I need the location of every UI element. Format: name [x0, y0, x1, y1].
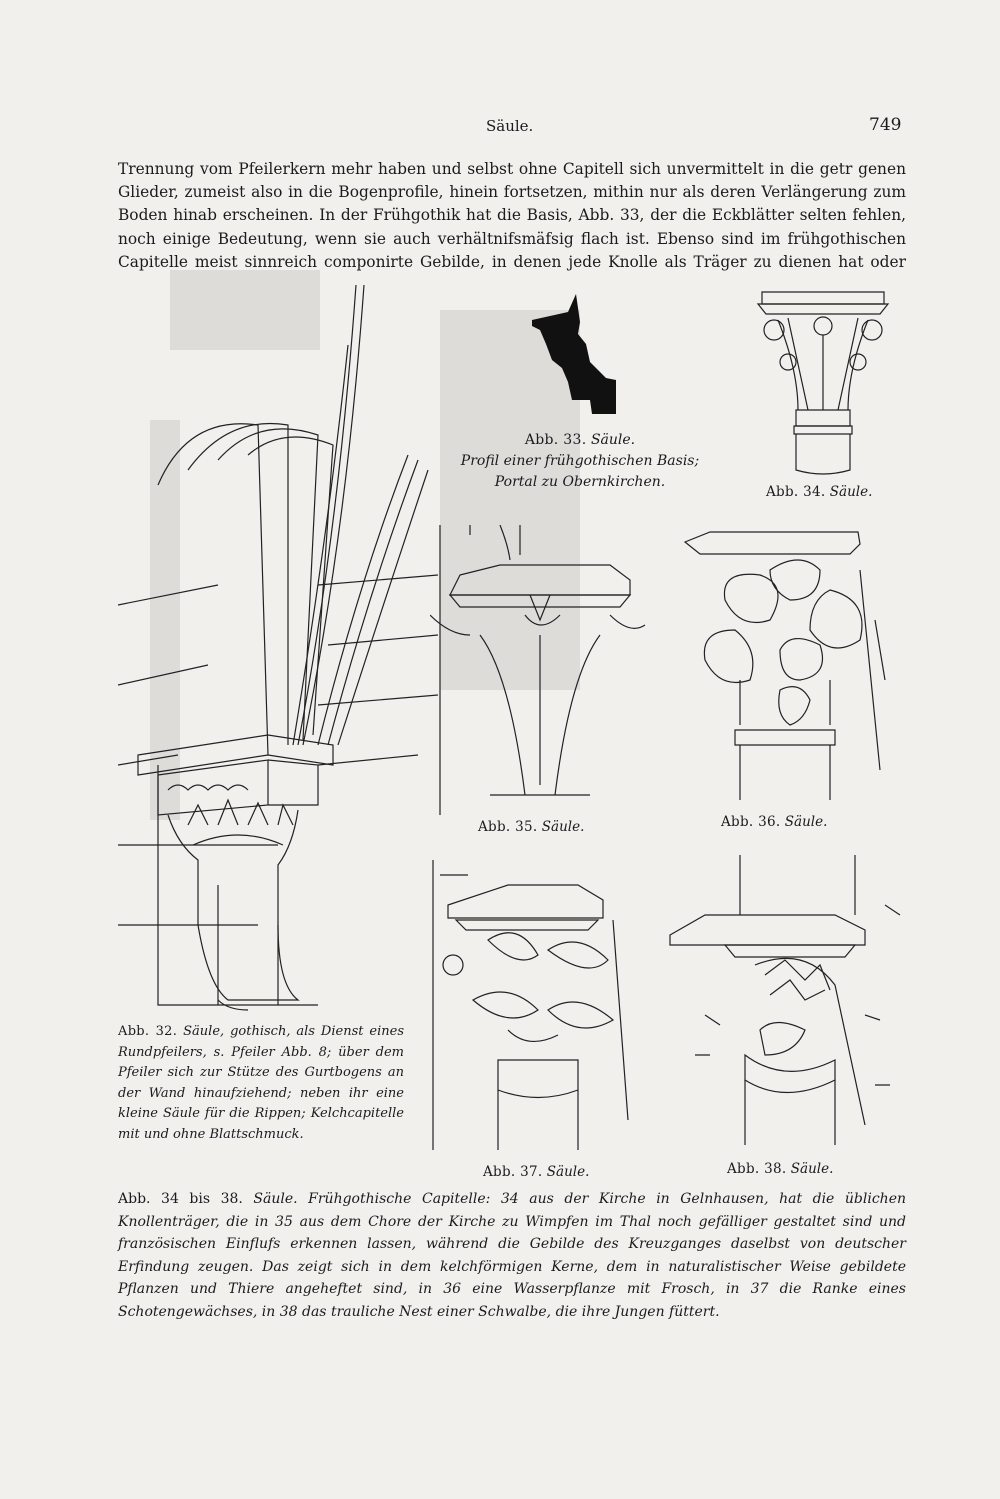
long-caption: [118, 1188, 906, 1323]
figure-36-label: Abb. 36.: [721, 814, 781, 830]
figure-35-drawing: [430, 525, 650, 815]
figure-37-title: Säule.: [546, 1164, 590, 1180]
figure-34-drawing: [748, 290, 898, 480]
figure-36-capital-frog: [680, 530, 890, 805]
figure-33-title: Säule.: [590, 432, 636, 448]
figure-36-caption: [721, 813, 827, 832]
figure-34-caption: [766, 483, 872, 502]
figure-38-drawing: [665, 855, 905, 1155]
long-caption-text: Säule. Frühgothische Capitelle: 34 aus der Kirche in Gelnhausen, hat die üblichen Knollenträger, die in 35 aus dem Chore der Kirche zu Wimpfen im Thal noch gefälliger gestaltet sind und französischen Einflufs erkennen lassen, während die Gebilde des Kreuzganges daselbst von deutscher Erfindung zeugen. Das zeigt sich in dem kelchförmigen Kerne, dem in naturalistischer Weise gebildete Pflanzen und Thiere angeheftet sind, in 36 eine Wasserpflanze mit Frosch, in 37 die Ranke eines Schotengewächses, in 38 das trauliche Nest einer Schwalbe, die ihre Jungen füttert.: [118, 1191, 906, 1320]
page-number: 749: [869, 115, 902, 135]
long-caption-label: Abb. 34 bis 38.: [118, 1191, 243, 1207]
figure-32-gothic-respond: [118, 285, 438, 1015]
figure-37-label: Abb. 37.: [483, 1164, 543, 1180]
figure-37-drawing: [428, 860, 643, 1160]
figure-35-title: Säule.: [541, 819, 585, 835]
figure-33-line2: Profil einer frühgothischen Basis;: [460, 453, 700, 469]
figure-34-title: Säule.: [829, 484, 873, 500]
figure-38-caption: [727, 1160, 833, 1179]
figure-35-capital: [430, 525, 650, 815]
figure-32-drawing: [118, 285, 438, 1015]
body-paragraph: [118, 158, 906, 274]
figure-33-base-profile: [528, 292, 618, 414]
figure-34-label: Abb. 34.: [766, 484, 826, 500]
figure-35-caption: [478, 818, 584, 837]
figure-36-title: Säule.: [784, 814, 828, 830]
figure-33-silhouette: [528, 292, 618, 414]
figure-38-capital-swallow: [665, 855, 905, 1155]
running-title: Säule.: [486, 117, 534, 135]
figure-33-caption: [440, 430, 720, 493]
figure-35-label: Abb. 35.: [478, 819, 538, 835]
figure-38-title: Säule.: [790, 1161, 834, 1177]
figure-32-caption: [118, 1022, 404, 1146]
figure-32-caption-text: Säule, gothisch, als Dienst eines Rundpfeilers, s. Pfeiler Abb. 8; über dem Pfeiler sich zur Stütze des Gurtbogens an der Wand hinaufziehend; neben ihr eine kleine Säule für die Rippen; Kelchcapitelle mit und ohne Blattschmuck.: [118, 1024, 404, 1142]
figure-32-label: Abb. 32.: [118, 1024, 178, 1039]
figure-34-crocket-capital: [748, 290, 898, 480]
body-paragraph-text: Trennung vom Pfeilerkern mehr haben und selbst ohne Capitell sich unvermittelt in die getr genen Glieder, zumeist also in die Bogenprofile, hinein fortsetzen, mithin nur als deren Verlängerung zum Boden hinab erscheinen. In der Frühgothik hat die Basis, Abb. 33, der die Eckblätter selten fehlen, noch einige Bedeutung, wenn sie auch verhältnifsmäfsig flach ist. Ebenso sind im frühgothischen Capitelle meist sinnreich componirte Gebilde, in denen jede Knolle als Träger zu dienen hat oder: [118, 160, 906, 271]
figure-37-capital-pods: [428, 860, 643, 1160]
figure-38-label: Abb. 38.: [727, 1161, 787, 1177]
figure-36-drawing: [680, 530, 890, 805]
figure-37-caption: [483, 1163, 589, 1182]
figure-33-line3: Portal zu Obernkirchen.: [494, 474, 666, 490]
figure-33-label: Abb. 33.: [524, 432, 587, 448]
